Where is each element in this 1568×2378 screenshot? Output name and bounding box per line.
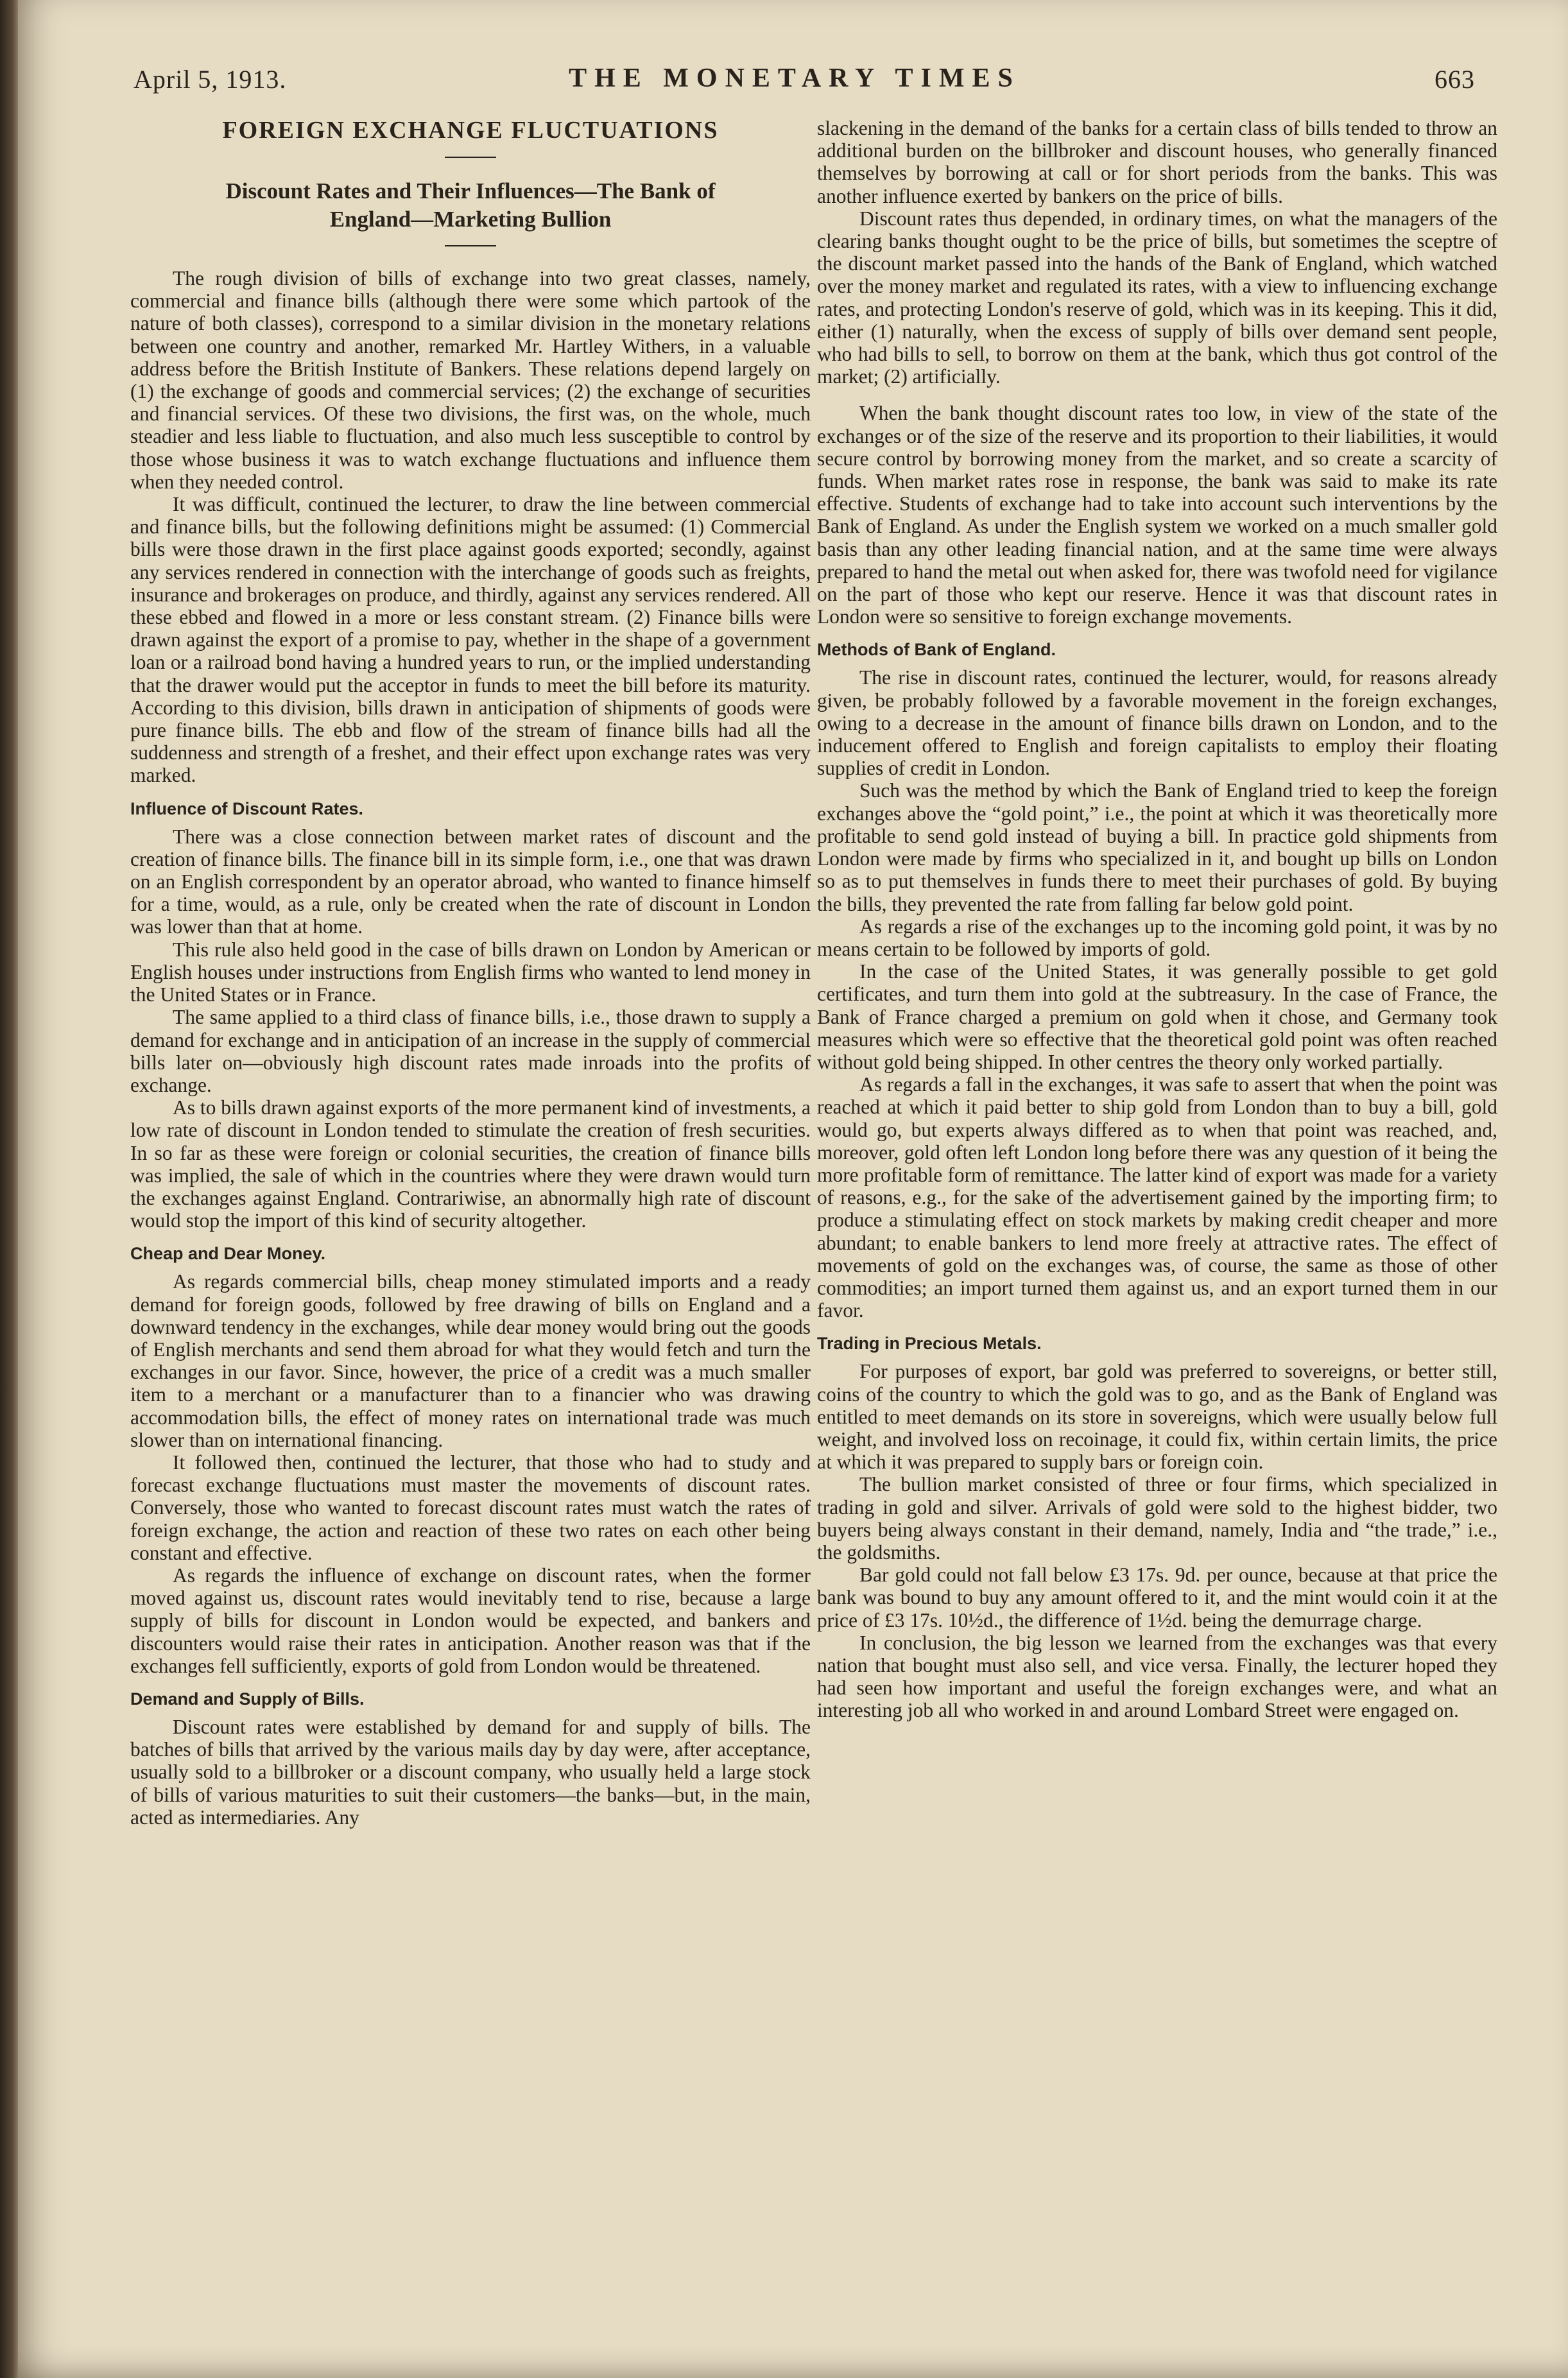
paragraph: In the case of the United States, it was generally possible to get gold certificates, and turn them into gold at the subtreasury. In the case of France, the Bank of France charged a premium on gold when it chose, and Germany took measures which were so effective that the theoretical gold point was often reached without gold being shipped. In other centres the theory only worked partially.	[817, 960, 1497, 1073]
paragraph: Such was the method by which the Bank of England tried to keep the foreign exchanges above the “gold point,” i.e., the point at which it was theoretically more profitable to send gold instead of buying a bill. In practice gold shipments from London were made by firms who specialized in it, and bought up bills on London so as to put themselves in funds there to meet their purchases of gold. By buying the bills, they prevented the rate from falling far below gold point.	[817, 779, 1497, 915]
paragraph: The same applied to a third class of finance bills, i.e., those drawn to supply a demand for exchange and in anticipation of an increase in the supply of commercial bills later on—obviously high discount rates made inroads into the profits of exchange.	[130, 1006, 811, 1096]
running-head	[114, 59, 1475, 98]
left-column	[130, 116, 811, 1829]
paragraph: Discount rates were established by demand for and supply of bills. The batches of bills that arrived by the various mails day by day were, after acceptance, usually sold to a billbroker or a discount company, who usually held a large stock of bills of various maturities to suit their customers—the banks—but, in the main, acted as intermediaries. Any	[130, 1715, 811, 1829]
paragraph: In conclusion, the big lesson we learned from the exchanges was that every nation that bought must also sell, and vice versa. Finally, the lecturer hoped they had seen how important and useful the foreign exchanges were, and what an interesting job all who worked in and around Lombard Street were engaged on.	[817, 1631, 1497, 1722]
page-number: 663	[1434, 65, 1475, 94]
title-divider	[445, 157, 496, 158]
section-heading: Demand and Supply of Bills.	[130, 1689, 365, 1709]
paragraph: When the bank thought discount rates too low, in view of the state of the exchanges or of the size of the reserve and its proportion to their liabilities, it would secure control by borrowing money from the market, and so create a scarcity of funds. When market rates rose in response, the bank was said to make its rate effective. Students of exchange had to take into account such interventions by the Bank of England. As under the English system we worked on a much smaller gold basis than any other leading financial nation, and at the same time were always prepared to hand the metal out when asked for, there was twofold need for vigilance on the part of those who kept our reserve. Hence it was that discount rates in London were so sensitive to foreign exchange movements.	[817, 402, 1497, 628]
left-column-body	[130, 267, 811, 1829]
section-heading: Influence of Discount Rates.	[130, 798, 364, 818]
paragraph: The rough division of bills of exchange into two great classes, namely, commercial and finance bills (although there were some which partook of the nature of both classes), correspond to a similar division in the monetary relations between one country and another, remarked Mr. Hartley Withers, in a valuable address before the British Institute of Bankers. These relations depend largely on (1) the exchange of goods and commercial services; (2) the exchange of securities and financial services. Of these two divisions, the first was, on the whole, much steadier and less liable to fluctuation, and also much less susceptible to control by those whose business it was to watch exchange fluctuations and influence them when they needed control.	[130, 267, 811, 493]
paragraph: As regards the influence of exchange on discount rates, when the former moved against us, discount rates would inevitably tend to rise, because a large supply of bills for discount in London would be expected, and bankers and discounters would raise their rates in anticipation. Another reason was that if the exchanges fell sufficiently, exports of gold from London would be threatened.	[130, 1564, 811, 1677]
right-column	[817, 117, 1497, 1722]
paragraph: Discount rates thus depended, in ordinary times, on what the managers of the clearing banks thought ought to be the price of bills, but sometimes the sceptre of the discount market passed into the hands of the Bank of England, which watched over the money market and regulated its rates, with a view to influencing exchange rates, and protecting London's reserve of gold, which was in its keeping. This it did, either (1) naturally, when the excess of supply of bills over demand sent people, who had bills to sell, to borrow on them at the bank, which thus got control of the market; (2) artificially.	[817, 207, 1497, 388]
book-spine-shadow	[0, 0, 18, 2378]
paragraph: As regards commercial bills, cheap money stimulated imports and a ready demand for foreign goods, followed by free drawing of bills on England and a downward tendency in the exchanges, while dear money would bring out the goods of English merchants and send them abroad for what they would fetch and turn the exchanges in our favor. Since, however, the price of a credit was a much smaller item to a merchant or a manufacturer than to a financier who was drawing accommodation bills, the effect of money rates on international trade was much slower than on international financing.	[130, 1270, 811, 1451]
paragraph: For purposes of export, bar gold was preferred to sovereigns, or better still, coins of the country to which the gold was to go, and as the Bank of England was entitled to meet demands on its store in sovereigns, which were usually below full weight, and involved loss on recoinage, it could fix, within certain limits, the price at which it was prepared to supply bars or foreign coin.	[817, 1360, 1497, 1474]
article-title: FOREIGN EXCHANGE FLUCTUATIONS	[222, 117, 719, 144]
paragraph: Bar gold could not fall below £3 17s. 9d. per ounce, because at that price the bank was bound to buy any amount offered to it, and the mint would coin it at the price of £3 17s. 10½d., the difference of 1½d. being the demurrage charge.	[817, 1564, 1497, 1632]
section-heading: Trading in Precious Metals.	[817, 1334, 1042, 1354]
paragraph: As to bills drawn against exports of the more permanent kind of investments, a low rate of discount in London tended to stimulate the creation of fresh securities. In so far as these were foreign or colonial securities, the creation of finance bills was implied, the sale of which in the countries where they were drawn would turn the exchanges against England. Contrariwise, an abnormally high rate of discount would stop the import of this kind of security altogether.	[130, 1096, 811, 1232]
publication-title: THE MONETARY TIMES	[569, 64, 1021, 93]
paragraph: There was a close connection between market rates of discount and the creation of finance bills. The finance bill in its simple form, i.e., one that was drawn on an English correspondent by an operator abroad, who wanted to finance himself for a time, would, as a rule, only be created when the rate of discount in London was lower than that at home.	[130, 825, 811, 938]
paragraph: It was difficult, continued the lecturer, to draw the line between commercial and finance bills, but the following definitions might be assumed: (1) Commercial bills were those drawn in the first place against goods exported; secondly, against any services rendered in connection with the interchange of goods such as freights, insurance and brokerages on produce, and thirdly, against any services rendered. All these ebbed and flowed in a more or less constant stream. (2) Finance bills were drawn against the export of a promise to pay, whether in the shape of a government loan or a railroad bond having a hundred years to run, or the implied understanding that the drawer would put the acceptor in funds to meet the bill before its maturity. According to this division, bills drawn in anticipation of shipments of goods were pure finance bills. The ebb and flow of the stream of finance bills had all the suddenness and strength of a freshet, and their effect upon exchange rates was very marked.	[130, 493, 811, 787]
newspaper-page	[18, 0, 1568, 2378]
issue-date: April 5, 1913.	[134, 65, 287, 94]
paragraph: As regards a fall in the exchanges, it was safe to assert that when the point was reached at which it paid better to ship gold from London than to buy a bill, gold would go, but experts always differed as to when that point was reached, and, moreover, gold often left London long before there was any question of it being the more profitable form of remittance. The latter kind of export was made for a variety of reasons, e.g., for the sake of the advertisement gained by the importing firm; to produce a stimulating effect on stock markets by making credit cheaper and more abundant; to enable bankers to lend more freely at attractive rates. The effect of movements of gold on the exchanges was, of course, the same as those of other commodities; an import turned them against us, and an export turned them in our favor.	[817, 1073, 1497, 1322]
paragraph: It followed then, continued the lecturer, that those who had to study and forecast exchange fluctuations must master the movements of discount rates. Conversely, those who wanted to forecast discount rates must watch the rates of foreign exchange, the action and reaction of these two rates on each other being constant and effective.	[130, 1451, 811, 1564]
paragraph: slackening in the demand of the banks for a certain class of bills tended to throw an additional burden on the billbroker and discount houses, who generally financed themselves by borrowing at call or for short periods from the banks. This was another influence exerted by bankers on the price of bills.	[817, 117, 1497, 207]
paragraph: This rule also held good in the case of bills drawn on London by American or English houses under instructions from English firms who wanted to lend money in the United States or in France.	[130, 938, 811, 1006]
section-heading: Cheap and Dear Money.	[130, 1244, 326, 1264]
article-subtitle	[130, 177, 811, 234]
paragraph-gap	[817, 388, 1497, 402]
paragraph: The rise in discount rates, continued the lecturer, would, for reasons already given, be probably followed by a favorable movement in the foreign exchanges, owing to a decrease in the amount of finance bills drawn on London, and to the inducement offered to English and foreign capitalists to employ their floating supplies of credit in London.	[817, 666, 1497, 780]
section-heading: Methods of Bank of England.	[817, 640, 1056, 660]
subtitle-line-2: England—Marketing Bullion	[329, 207, 612, 232]
paragraph: The bullion market consisted of three or four firms, which specialized in trading in gold and silver. Arrivals of gold were sold to the highest bidder, two buyers being always constant in their demand, namely, India and “the trade,” i.e., the goldsmiths.	[817, 1473, 1497, 1564]
paragraph: As regards a rise of the exchanges up to the incoming gold point, it was by no means certain to be followed by imports of gold.	[817, 915, 1497, 960]
subtitle-line-1: Discount Rates and Their Influences—The Bank of	[225, 178, 716, 203]
subtitle-divider	[445, 245, 496, 246]
